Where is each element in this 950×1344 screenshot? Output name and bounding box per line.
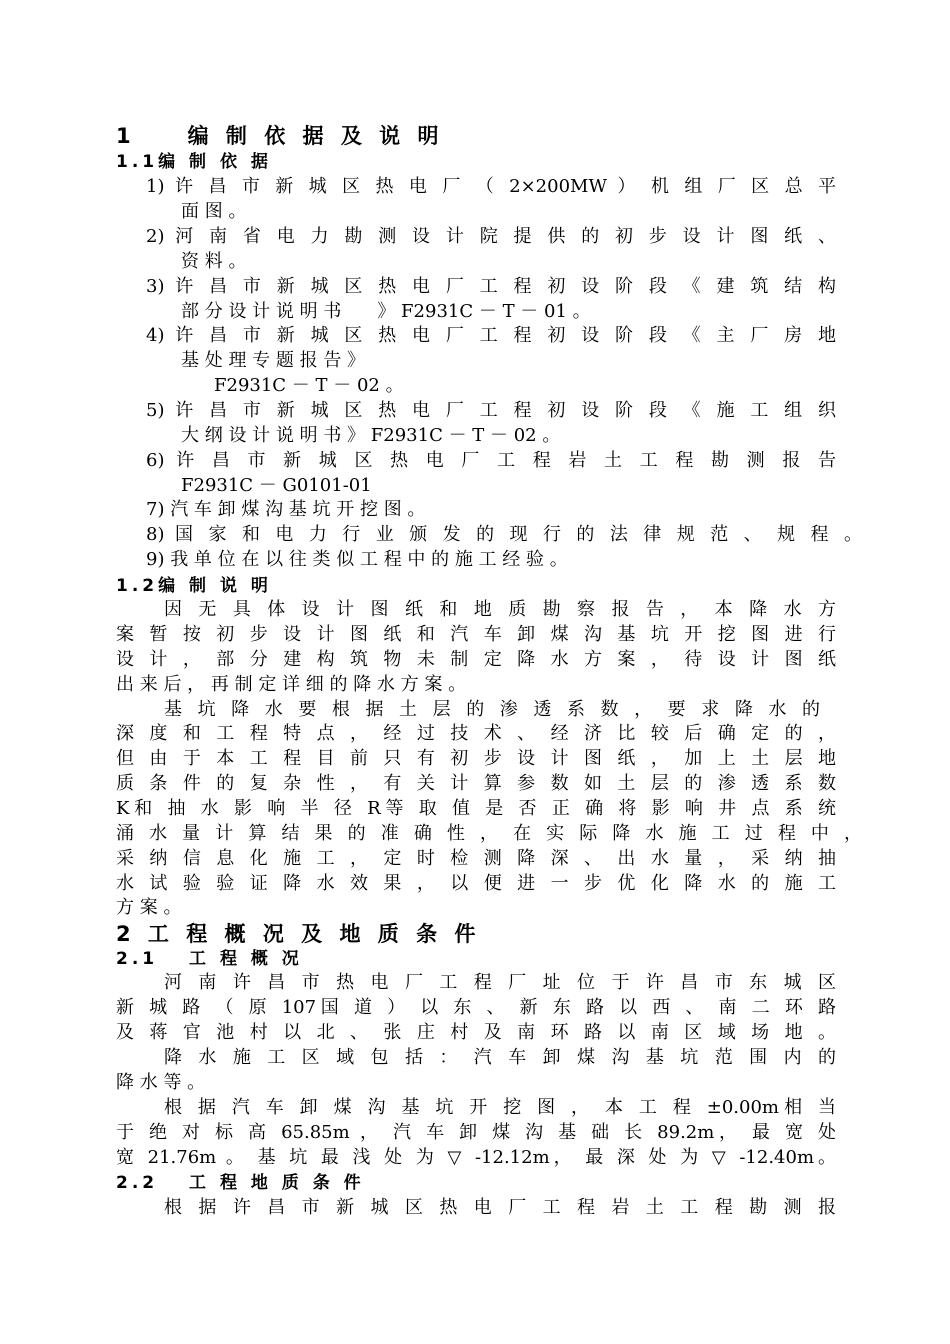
explanation-p2-line-7: 采 纳 信 息 化 施 工 ， 定 时 检 测 降 深 、 出 水 量 ， 采 纳 抽 bbox=[116, 848, 836, 869]
overview-p3-line-2: 于 绝 对 标 高 65.85m ， 汽 车 卸 煤 沟 基 础 长 89.2m， 最 宽 处 bbox=[116, 1122, 836, 1143]
overview-p1-line-3: 及 蒋 官 池 村 以 北 、 张 庄 村 及 南 环 路 以 南 区 域 场 地 。 bbox=[116, 1022, 836, 1043]
overview-p1-line-1: 河 南 许 昌 市 热 电 厂 工 程 厂 址 位 于 许 昌 市 东 城 区 bbox=[164, 972, 836, 993]
basis-item-7: 7) 汽 车 卸 煤 沟 基 坑 开 挖 图 。 bbox=[146, 499, 426, 520]
basis-item-1-line-1: 1) 许 昌 市 新 城 区 热 电 厂 （ 2×200MW ） 机 组 厂 区 总 平 bbox=[146, 176, 836, 197]
explanation-p1-line-1: 因 无 具 体 设 计 图 纸 和 地 质 勘 察 报 告 ， 本 降 水 方 bbox=[164, 599, 836, 620]
section-1-2-heading: 1.2编 制 说 明 bbox=[116, 576, 272, 596]
basis-item-4-line-3: F2931C － T － 02 。 bbox=[214, 375, 404, 396]
overview-p1-line-2: 新 城 路 （ 原 107国 道 ） 以 东 、 新 东 路 以 西 、 南 二 环 路 bbox=[116, 997, 836, 1018]
overview-p2-line-1: 降 水 施 工 区 域 包 括 ： 汽 车 卸 煤 沟 基 坑 范 围 内 的 bbox=[164, 1047, 836, 1068]
explanation-p1-line-2: 案 暂 按 初 步 设 计 图 纸 和 汽 车 卸 煤 沟 基 坑 开 挖 图 进 行 bbox=[116, 624, 836, 645]
basis-item-6-line-2: F2931C － G0101-01 bbox=[181, 475, 372, 496]
explanation-p2-line-4: 质 条 件 的 复 杂 性 ， 有 关 计 算 参 数 如 土 层 的 渗 透 系 数 bbox=[116, 773, 836, 794]
explanation-p2-line-3: 但 由 于 本 工 程 目 前 只 有 初 步 设 计 图 纸 ， 加 上 土 层 地 bbox=[116, 748, 836, 769]
explanation-p2-line-9: 方 案 。 bbox=[116, 897, 182, 918]
explanation-p2-line-8: 水 试 验 验 证 降 水 效 果 ， 以 便 进 一 步 优 化 降 水 的 施 工 bbox=[116, 873, 836, 894]
basis-item-5-line-1: 5) 许 昌 市 新 城 区 热 电 厂 工 程 初 设 阶 段 《 施 工 组 织 bbox=[146, 400, 836, 421]
basis-item-1-line-2: 面 图 。 bbox=[181, 201, 247, 222]
basis-item-2-line-2: 资 料 。 bbox=[181, 251, 247, 272]
explanation-p1-line-3: 设 计 ， 部 分 建 构 筑 物 未 制 定 降 水 方 案 ， 待 设 计 图 纸 bbox=[116, 649, 836, 670]
basis-item-8: 8) 国 家 和 电 力 行 业 颁 发 的 现 行 的 法 律 规 范 、 规 程 。 bbox=[146, 524, 862, 545]
section-1-1-heading: 1.1编 制 依 据 bbox=[116, 152, 272, 172]
basis-item-3-line-2: 部 分 设 计 说 明 书 》 F2931C － T － 01 。 bbox=[181, 301, 591, 322]
basis-item-2-line-1: 2) 河 南 省 电 力 勘 测 设 计 院 提 供 的 初 步 设 计 图 纸 、 bbox=[146, 226, 836, 247]
basis-item-6-line-1: 6) 许 昌 市 新 城 区 热 电 厂 工 程 岩 土 工 程 勘 测 报 告 bbox=[146, 450, 836, 471]
geology-p1-line-1: 根 据 许 昌 市 新 城 区 热 电 厂 工 程 岩 土 工 程 勘 测 报 bbox=[164, 1197, 836, 1218]
basis-item-3-line-1: 3) 许 昌 市 新 城 区 热 电 厂 工 程 初 设 阶 段 《 建 筑 结 构 bbox=[146, 276, 836, 297]
explanation-p1-line-4: 出 来 后 ， 再 制 定 详 细 的 降 水 方 案 。 bbox=[116, 674, 467, 695]
overview-p2-line-2: 降 水 等 。 bbox=[116, 1072, 206, 1093]
basis-item-4-line-2: 基 处 理 专 题 报 告 》 bbox=[181, 350, 366, 371]
basis-item-5-line-2: 大 纲 设 计 说 明 书 》 F2931C － T － 02 。 bbox=[181, 425, 561, 446]
section-2-2-heading: 2.2 工 程 地 质 条 件 bbox=[116, 1173, 365, 1193]
explanation-p2-line-6: 涌 水 量 计 算 结 果 的 准 确 性 ， 在 实 际 降 水 施 工 过 程 中 ， bbox=[116, 823, 862, 844]
section-2-1-heading: 2.1 工 程 概 况 bbox=[116, 949, 303, 969]
explanation-p2-line-2: 深 度 和 工 程 特 点 ， 经 过 技 术 、 经 济 比 较 后 确 定 的 ， bbox=[116, 723, 836, 744]
basis-item-9: 9) 我 单 位 在 以 往 类 似 工 程 中 的 施 工 经 验 。 bbox=[146, 549, 568, 570]
overview-p3-line-1: 根 据 汽 车 卸 煤 沟 基 坑 开 挖 图 ， 本 工 程 ±0.00m相 当 bbox=[164, 1097, 836, 1118]
section-1-title: 1 编 制 依 据 及 说 明 bbox=[116, 124, 444, 148]
explanation-p2-line-1: 基 坑 降 水 要 根 据 土 层 的 渗 透 系 数 ， 要 求 降 水 的 bbox=[164, 699, 820, 720]
section-2-title: 2 工 程 概 况 及 地 质 条 件 bbox=[116, 922, 481, 946]
basis-item-4-line-1: 4) 许 昌 市 新 城 区 热 电 厂 工 程 初 设 阶 段 《 主 厂 房 地 bbox=[146, 325, 836, 346]
overview-p3-line-3: 宽 21.76m 。 基 坑 最 浅 处 为 ▽ -12.12m， 最 深 处 为 ▽ -12.40m。 bbox=[116, 1147, 836, 1168]
explanation-p2-line-5: K和 抽 水 影 响 半 径 R等 取 值 是 否 正 确 将 影 响 井 点 系 统 bbox=[116, 798, 836, 819]
